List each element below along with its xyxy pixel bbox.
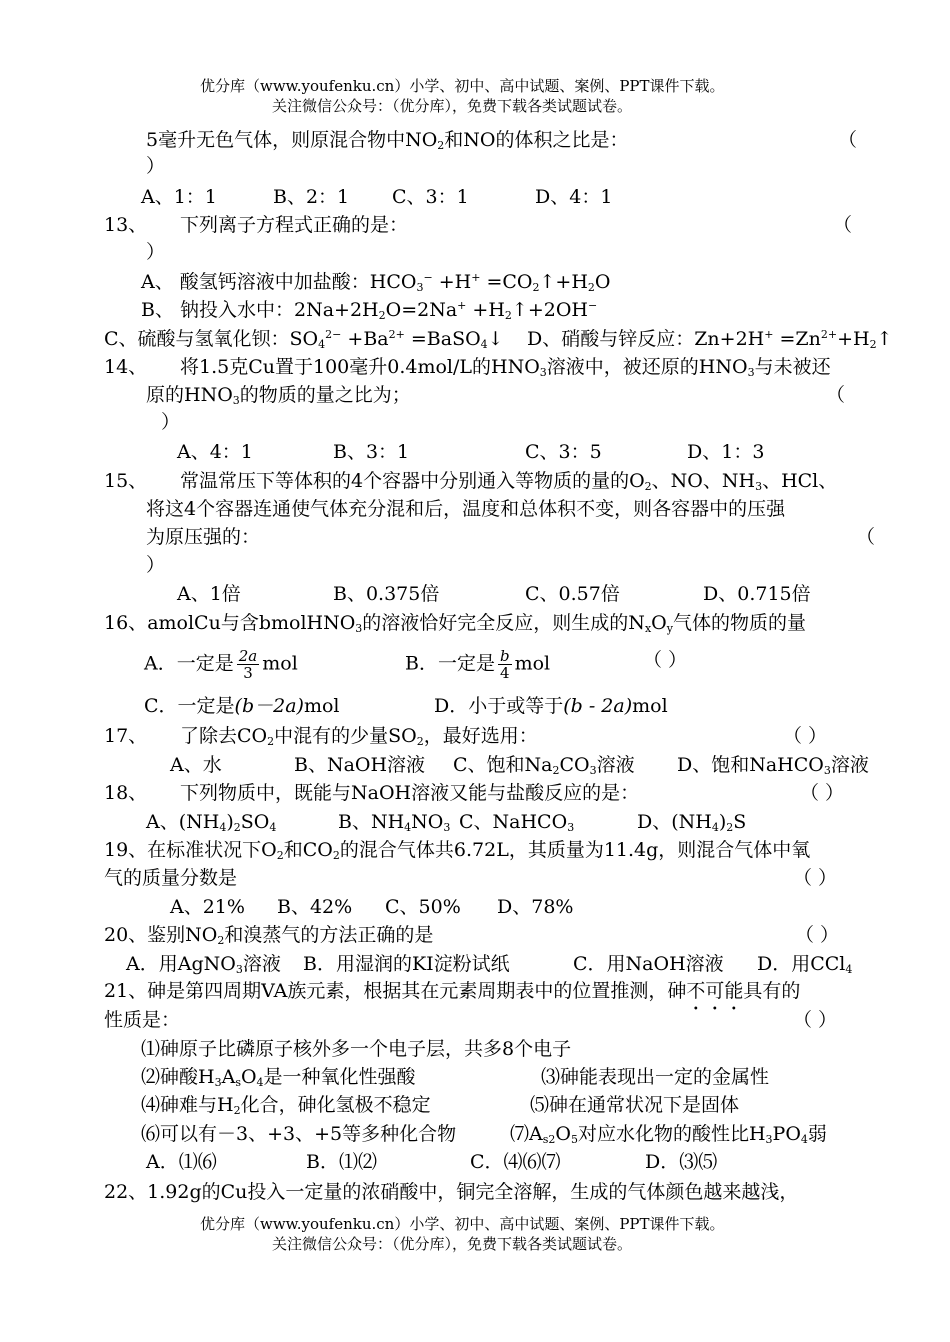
q18-option-a: A、$(NH_4)_2SO_4$ [146,811,277,834]
q13-stem: 下列离子方程式正确的是： [180,214,409,236]
q18-paren: （ ） [800,782,845,804]
q13-option-a: A、 酸氢钙溶液中加盐酸：$HCO_3^- +H^+$ $=CO_2↑+H_2O$ [141,271,611,294]
q14-paren-close: ） [161,411,181,433]
q17-option-a: A、水 [170,754,222,776]
q19-stem-line-2: 气的质量分数是 [104,867,238,889]
q19-option-a: A、21% [170,896,245,918]
q20-option-d: D．用CCl$_4$ [757,953,853,976]
footer-line-1: 优分库（www.youfenku.cn）小学、初中、高中试题、案例、PPT课件下载。 [200,1215,725,1233]
q19-option-d: D、78% [497,896,574,918]
q18-option-c: C、NaHCO$_3$ [459,811,575,834]
fraction-b-over-4: $\frac{b}{4}$ [499,647,510,682]
q16-option-b: B．一定是 $\frac{b}{4}$ mol [405,647,551,682]
q21-statement-7: $⑺A_{s2}O_5$对应水化物的酸性比$H_3PO_4$弱 [510,1123,827,1146]
fraction-2a-over-3: $\frac{2a}{3}$ [238,647,258,682]
q16-option-d: D．小于或等于(b - 2a)mol [434,695,668,717]
q19-option-c: C、50% [385,896,461,918]
q17-number: 17、 [104,725,148,747]
q14-number: 14、 [104,356,148,378]
q15-stem-line-3: 为原压强的： [146,526,261,548]
q12-paren-close: ） [146,155,166,177]
q13-option-d: D、硝酸与锌反应：$Zn+2H^+ =Zn^{2+}+H_2↑$ [527,328,893,351]
q14-stem-line-2: 原的$HNO_3$的物质的量之比为； [146,384,411,407]
q12-option-b: B、2：1 [273,186,350,208]
q21-option-d: D．⑶⑸ [645,1151,718,1173]
q12-stem: 5毫升无色气体，则原混合物中$NO_2$和NO的体积之比是： [146,129,629,152]
q21-paren: （ ） [793,1009,838,1031]
q20-option-b: B．用湿润的KI淀粉试纸 [303,953,510,975]
q16-paren: （ ） [643,649,688,671]
q15-paren-close: ） [146,554,166,576]
q14-option-d: D、1：3 [687,441,765,463]
q21-statement-1: ⑴砷原子比磷原子核外多一个电子层，共多8个电子 [141,1038,572,1060]
q18-option-b: B、$NH_4NO_3$ [338,811,451,834]
q15-stem-line-1: 常温常压下等体积的4个容器中分别通入等物质的量的$O_2$、NO、$NH_3$、HCl、 [180,470,838,493]
q15-option-a: A、1倍 [177,583,241,605]
q16-stem: 16、amolCu与含bmolHNO$_3$的溶液恰好完全反应，则生成的$N_xO_y$气体的物质的量 [104,612,806,635]
q16-option-a: A．一定是 $\frac{2a}{3}$ mol [144,647,298,682]
q21-statement-6: ⑹可以有－3、+3、+5等多种化合物 [141,1123,457,1145]
q13-option-c: C、硫酸与氢氧化钡：$SO_4^{2-} +Ba^{2+}$ =BaSO$_4$↓ [104,328,504,351]
footer-line-2: 关注微信公众号：（优分库），免费下载各类试题试卷。 [272,1235,633,1253]
q21-option-a: A．⑴⑹ [146,1151,217,1173]
header-line-2: 关注微信公众号：（优分库），免费下载各类试题试卷。 [272,97,633,115]
header-line-1: 优分库（www.youfenku.cn）小学、初中、高中试题、案例、PPT课件下载。 [200,77,725,95]
q17-option-c: C、饱和$Na_2CO_3$溶液 [453,754,635,777]
q18-stem: 下列物质中，既能与NaOH溶液又能与盐酸反应的是： [180,782,640,804]
q13-paren-open: （ [833,214,853,236]
q17-option-d: D、饱和NaHCO$_3$溶液 [677,754,869,777]
q14-option-a: A、4：1 [177,441,253,463]
q22-stem-line-1: 22、1.92g的Cu投入一定量的浓硝酸中，铜完全溶解，生成的气体颜色越来越浅， [104,1181,799,1203]
q12-option-d: D、4：1 [535,186,613,208]
q12-option-c: C、3：1 [392,186,469,208]
q18-option-d: D、$(NH_4)_2S$ [637,811,747,834]
q13-number: 13、 [104,214,148,236]
q13-paren-close: ） [146,241,166,263]
q14-option-b: B、3：1 [333,441,410,463]
q20-paren: （ ） [795,924,840,946]
q21-stem-line-2: 性质是： [104,1009,181,1031]
q20-option-a: A．用AgNO$_3$溶液 [126,953,281,976]
q19-stem-line-1: 19、在标准状况下$O_2$和$CO_2$的混合气体共6.72L，其质量为11.4g，则混合气体中氧 [104,839,811,862]
q12-option-a: A、1：1 [141,186,217,208]
q15-option-b: B、0.375倍 [333,583,440,605]
q15-number: 15、 [104,470,148,492]
q15-stem-line-2: 将这4个容器连通使气体充分混和后，温度和总体积不变，则各容器中的压强 [146,498,786,520]
q14-option-c: C、3：5 [525,441,602,463]
q16-option-c: C．一定是(b－2a)mol [144,695,340,717]
q13-option-b: B、 钠投入水中：$2Na+2H_2O=2Na^+$ $+H_2↑+2OH^-$ [141,299,598,322]
q15-option-d: D、0.715倍 [703,583,811,605]
q21-statement-5: ⑸砷在通常状况下是固体 [530,1094,740,1116]
q19-paren: （ ） [793,867,838,889]
q17-stem: 了除去$CO_2$中混有的少量$SO_2$，最好选用： [180,725,538,748]
q21-option-b: B．⑴⑵ [306,1151,377,1173]
q15-option-c: C、0.57倍 [525,583,620,605]
q21-statement-3: ⑶砷能表现出一定的金属性 [541,1066,770,1088]
q21-stem-line-1: 21、砷是第四周期VA族元素，根据其在元素周期表中的位置推测，砷不可能具有的 [104,980,801,1002]
q17-paren: （ ） [783,725,828,747]
q21-option-c: C．⑷⑹⑺ [470,1151,561,1173]
q19-option-b: B、42% [277,896,353,918]
q14-paren-open: （ [826,384,846,406]
q18-number: 18、 [104,782,148,804]
q12-paren-open: （ [838,129,858,151]
q21-statement-2: ⑵砷酸$H_3A_sO_4$是一种氧化性强酸 [141,1066,416,1089]
q20-stem: 20、鉴别$NO_2$和溴蒸气的方法正确的是 [104,924,434,947]
q15-paren-open: （ [856,526,876,548]
q21-statement-4: ⑷砷难与$H_2$化合，砷化氢极不稳定 [141,1094,431,1117]
q14-stem-line-1: 将1.5克Cu置于100毫升0.4mol/L的$HNO_3$溶液中，被还原的$HNO_3$与未被还 [180,356,831,379]
q20-option-c: C．用NaOH溶液 [573,953,724,975]
q17-option-b: B、NaOH溶液 [294,754,426,776]
